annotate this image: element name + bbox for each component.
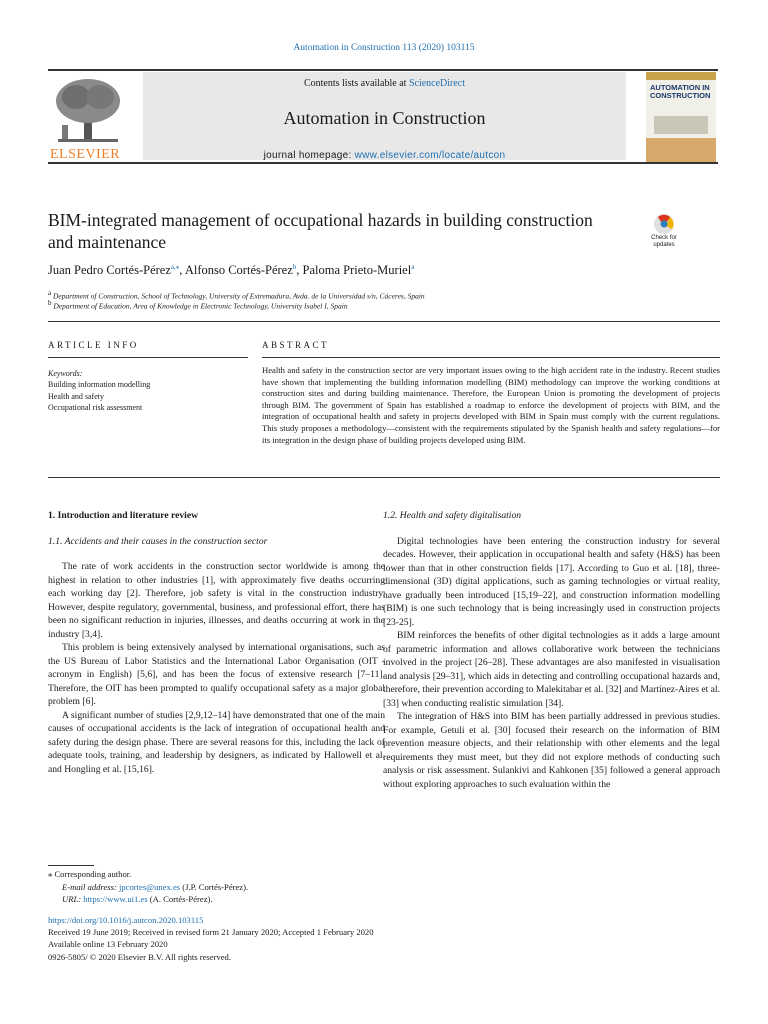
article-info-rule	[48, 357, 248, 358]
left-column	[48, 509, 385, 776]
available-online: Available online 13 February 2020	[48, 939, 168, 949]
banner-top-rule	[48, 69, 718, 71]
copyright-line: 0926-5805/ © 2020 Elsevier B.V. All rights reserved.	[48, 952, 231, 962]
abstract-rule	[262, 357, 720, 358]
journal-info-box	[143, 72, 626, 160]
abstract-heading: ABSTRACT	[262, 340, 330, 350]
keywords-label: Keywords:	[48, 369, 83, 378]
publisher-name: ELSEVIER	[50, 147, 121, 162]
affiliation-b: $^b$ Department of Education, Area of Knowledge in Electronic Technology, University Isabel I, Spain	[48, 299, 348, 311]
journal-title: Automation in Construction	[283, 108, 486, 128]
article-info-heading: ARTICLE INFO	[48, 340, 139, 350]
keyword-item: Health and safety	[48, 391, 104, 401]
url-link[interactable]: https://www.ui1.es	[83, 894, 148, 904]
paragraph: BIM reinforces the benefits of other digital technologies as it adds a large amount of parametric information and allows collaborative work between the technicians involved in the project [26–28]. These advantages are also manifested in visualisation and analysis [29–31], which aids in detecting and controlling occupational hazards and, therefore, their prevention according to Malekitabar et al. [32] and Martínez-Aires et al. [33] when conducting realistic simulation [34].	[383, 630, 720, 709]
author-2[interactable]: Alfonso Cortés-Pérez$^b$	[184, 263, 297, 278]
paragraph: A significant number of studies [2,9,12–14] have demonstrated that one of the main causes of occupational accidents is the lack of integration of occupational health and safety during the design phase. There are several reasons for this, including the lack of adequate tools, training, and leadership by designers, as indicated by Hallowell et al. and Hongling et al. [15,16].	[48, 709, 385, 775]
right-column	[383, 509, 720, 791]
email-line: E-mail address: jpcortes@unex.es (J.P. Cortés-Pérez).	[62, 882, 249, 892]
footnote-rule	[48, 865, 94, 866]
article-title: BIM-integrated management of occupational hazards in building construction and maintenance	[48, 210, 593, 252]
received-dates: Received 19 June 2019; Received in revised form 21 January 2020; Accepted 1 February 2020	[48, 927, 374, 937]
check-for-updates-badge[interactable]	[645, 213, 683, 251]
check-updates-label: Check for updates	[651, 235, 677, 248]
subsection-title: 1.1. Accidents and their causes in the construction sector	[48, 535, 268, 547]
keyword-item: Building information modelling	[48, 380, 151, 390]
subsection-title: 1.2. Health and safety digitalisation	[383, 510, 522, 521]
affiliation-a: $^a$ Department of Construction, School of Technology, University of Extremadura, Avda. de la Universidad s/n, Cáceres, Spain	[48, 289, 425, 301]
keyword-item: Occupational risk assessment	[48, 402, 143, 412]
paragraph: This problem is being extensively analysed by international organisations, such as the US Bureau of Labor Statistics and the International Labor Organisation (OIT - acronym in English) [5,6], and has been the focus of extensive research [7–11]. Therefore, the OIT has been prompted to qualify occupational safety as a major global problem [6].	[48, 642, 385, 707]
doi-link[interactable]: https://doi.org/10.1016/j.autcon.2020.103115	[48, 915, 204, 925]
cover-title: AUTOMATION IN CONSTRUCTION	[650, 83, 711, 100]
divider-rule	[48, 321, 720, 322]
abstract-text: Health and safety in the construction sector are very important issues owing to the high accident rate in the industry. Recent studies have shown that implementing the building information modelling (BIM) methodology can improve the working conditions at construction sites and during building maintenance. Therefore, the European Union is promoting the development of projects through BIM. The government of Spain has established a roadmap to enforce the development of projects with BIM, and the integration of occupational health and safety in projects developed with BIM in Spain must comply with the current regulations. This study proposes a methodology—consistent with the requirements stipulated by the Spanish health and safety regulations—for its integration in the design phase of building projects developed using BIM.	[262, 365, 720, 445]
journal-citation[interactable]: Automation in Construction 113 (2020) 103115	[293, 43, 475, 53]
paragraph: The integration of H&S into BIM has been partially addressed in previous studies. For example, Getuli et al. [30] focused their research on the information of BIM prevention measure objects, and their relationship with other elements and the legal requirements they must meet, but they did not explore methods of conducting such analysis or risk assessment. Sulankivi and Kahkonen [35] followed a general approach without exploring approaches to such evaluation within the	[383, 711, 720, 790]
journal-banner	[48, 69, 718, 165]
author-1[interactable]: Juan Pedro Cortés-Pérez$^{a,⁎}$	[48, 263, 180, 278]
contents-line: Contents lists available at ScienceDirect	[303, 78, 466, 89]
sciencedirect-link[interactable]: ScienceDirect	[408, 78, 466, 89]
paragraph: The rate of work accidents in the construction sector worldwide is among the highest in relation to other industries [1], with approximately five deaths occurring each working day [2]. Therefore, job safety is vital in the construction industry. However, despite regulatory, governmental, business, and professional effort, there has been no significant reduction in injuries, illnesses, and deaths occurring at work in the industry [3,4].	[48, 561, 385, 640]
keywords-block	[48, 368, 248, 413]
corresponding-author-note: ⁎ Corresponding author.	[48, 869, 132, 879]
elsevier-logo	[48, 75, 128, 161]
abstract-bottom-rule	[48, 477, 720, 478]
author-list: Juan Pedro Cortés-Pérez$^{a,⁎}$, Alfonso Cortés-Pérez$^b$, Paloma Prieto-Muriel$^a$	[48, 263, 415, 278]
cover-image-band	[646, 138, 716, 162]
paragraph: Digital technologies have been entering the construction industry for several decades. However, their application in occupational health and safety (H&S) has been lower than that in other construction fields [17]. According to Guo et al. [18], three-dimensional (3D) digital applications, such as gaming technologies or virtual reality, have gradually been introduced [15,19–22], and construction information modelling (BIM) is one such technology that is being increasingly used in construction projects [23-25].	[383, 535, 720, 628]
url-line: URL: https://www.ui1.es (A. Cortés-Pérez).	[62, 894, 213, 904]
email-link[interactable]: jpcortes@unex.es	[118, 882, 181, 892]
banner-bottom-rule	[48, 162, 718, 164]
section-title: 1. Introduction and literature review	[48, 510, 199, 521]
check-updates-icon	[645, 213, 683, 235]
tree-logo-icon	[48, 75, 128, 145]
homepage-link[interactable]: www.elsevier.com/locate/autcon	[354, 150, 506, 161]
cover-top-band	[646, 72, 716, 80]
journal-cover-image	[646, 72, 716, 162]
cover-text-block	[654, 116, 708, 134]
author-3[interactable]: Paloma Prieto-Muriel$^a$	[302, 263, 415, 278]
homepage-line: journal homepage: www.elsevier.com/locate/autcon	[263, 150, 506, 161]
